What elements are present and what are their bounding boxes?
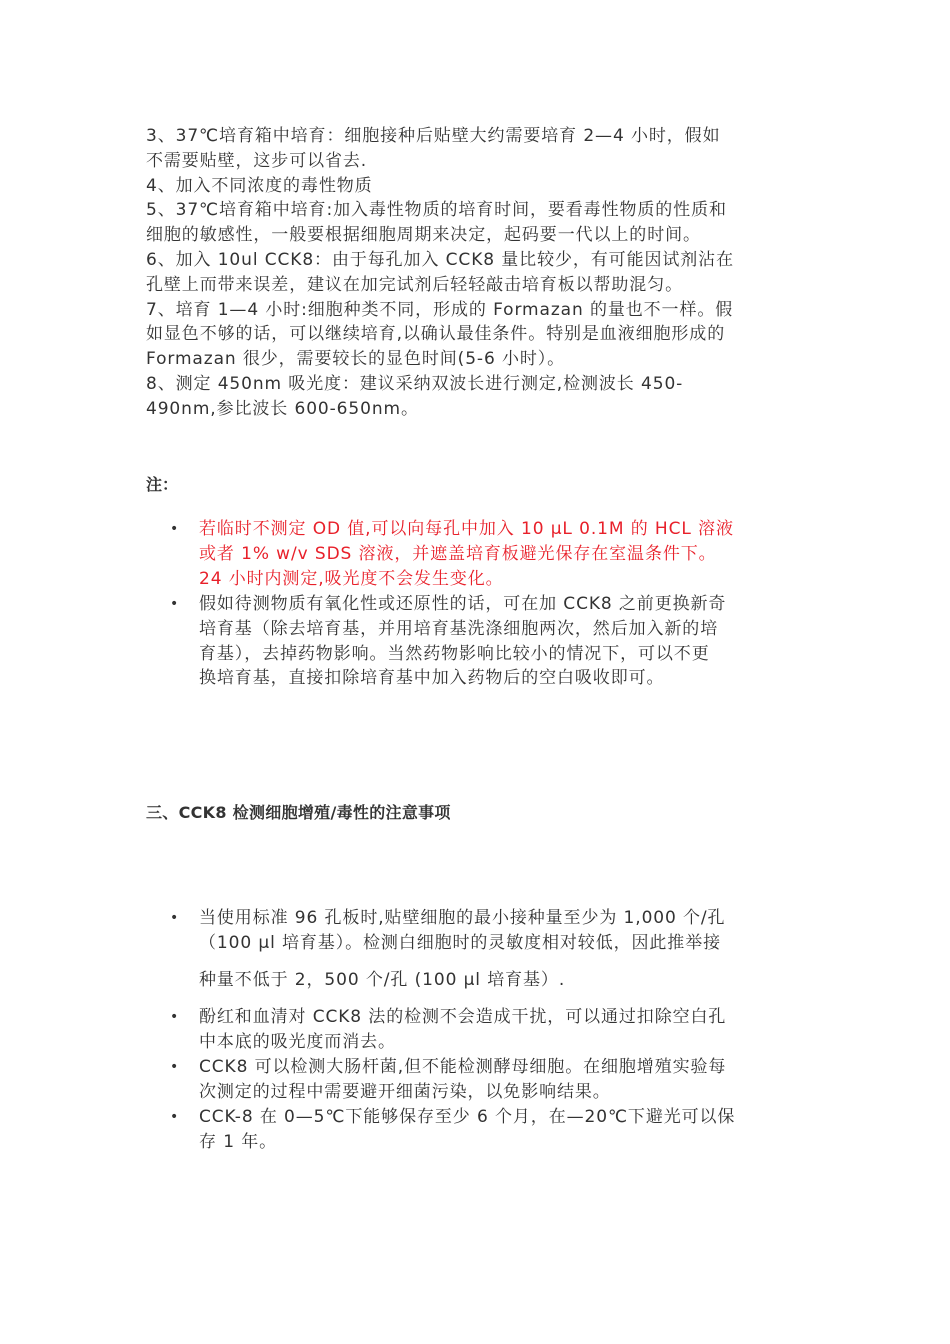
- bullet-icon: •: [170, 910, 180, 926]
- note-2-line-1: 假如待测物质有氧化性或还原性的话，可在加 CCK8 之前更换新奇: [199, 594, 727, 614]
- precaution-1-line-3: 种量不低于 2，500 个/孔 (100 μl 培育基）.: [199, 969, 566, 990]
- step-7-line-2: 如显色不够的话，可以继续培育,以确认最佳条件。特别是血液细胞形成的: [146, 324, 726, 345]
- step-3: [146, 124, 826, 174]
- step-3-line-2: 不需要贴壁，这步可以省去.: [146, 150, 368, 171]
- precaution-3-line-2: 次测定的过程中需要避开细菌污染，以免影响结果。: [199, 1081, 611, 1102]
- step-5-line-2: 细胞的敏感性，一般要根据细胞周期来决定，起码要一代以上的时间。: [146, 225, 701, 246]
- bullet-icon: •: [170, 596, 180, 612]
- step-3-line-1: 3、37℃培育箱中培育：细胞接种后贴壁大约需要培育 2—4 小时，假如: [146, 126, 721, 146]
- step-8: [146, 372, 826, 422]
- bullet-icon: •: [170, 521, 180, 537]
- precaution-2-line-2: 中本底的吸光度而消去。: [199, 1031, 396, 1052]
- precaution-3-line-1: CCK8 可以检测大肠杆菌,但不能检测酵母细胞。在细胞增殖实验每: [199, 1057, 727, 1077]
- note-1-line-2: 或者 1% w/v SDS 溶液，并遮盖培育板避光保存在室温条件下。: [199, 543, 717, 564]
- step-8-line-2: 490nm,参比波长 600-650nm。: [146, 398, 419, 419]
- precaution-4-line-1: CCK-8 在 0—5℃下能够保存至少 6 个月，在—20℃下避光可以保: [199, 1107, 736, 1127]
- precaution-2-line-1: 酚红和血清对 CCK8 法的检测不会造成干扰，可以通过扣除空白孔: [199, 1007, 727, 1027]
- step-5: [146, 198, 826, 248]
- section-heading: 三、CCK8 检测细胞增殖/毒性的注意事项: [146, 803, 451, 822]
- note-label: 注：: [146, 475, 179, 494]
- step-7-line-1: 7、培育 1—4 小时:细胞种类不同，形成的 Formazan 的量也不一样。假: [146, 299, 734, 320]
- bullet-icon: •: [170, 1109, 180, 1125]
- step-4: [146, 174, 826, 199]
- precaution-4-line-2: 存 1 年。: [199, 1131, 278, 1152]
- step-7-line-3: Formazan 很少，需要较长的显色时间(5-6 小时）。: [146, 349, 566, 370]
- precaution-1-line-1: 当使用标准 96 孔板时,贴壁细胞的最小接种量至少为 1,000 个/孔: [199, 908, 726, 928]
- note-2-line-3: 育基），去掉药物影响。当然药物影响比较小的情况下，可以不更: [199, 643, 710, 664]
- step-5-line-1: 5、37℃培育箱中培育:加入毒性物质的培育时间，要看毒性物质的性质和: [146, 200, 727, 221]
- note-2-line-2: 培育基（除去培育基，并用培育基洗涤细胞两次，然后加入新的培: [199, 618, 719, 639]
- step-7: [146, 298, 826, 372]
- note-1-line-1: 若临时不测定 OD 值,可以向每孔中加入 10 μL 0.1M 的 HCL 溶液: [199, 519, 734, 539]
- step-6-line-2: 孔壁上而带来误差，建议在加完试剂后轻轻敲击培育板以帮助混匀。: [146, 274, 683, 295]
- bullet-icon: •: [170, 1009, 180, 1025]
- step-4-line-1: 4、加入不同浓度的毒性物质: [146, 175, 373, 196]
- note-2-line-4: 换培育基，直接扣除培育基中加入药物后的空白吸收即可。: [199, 668, 665, 689]
- step-6-line-1: 6、加入 10ul CCK8：由于每孔加入 CCK8 量比较少，有可能因试剂沾在: [146, 250, 734, 270]
- step-6: [146, 248, 826, 298]
- bullet-icon: •: [170, 1059, 180, 1075]
- note-1-line-3: 24 小时内测定,吸光度不会发生变化。: [199, 568, 504, 589]
- precaution-1-line-2: （100 μl 培育基）。检测白细胞时的灵敏度相对较低，因此推举接: [199, 932, 721, 953]
- step-8-line-1: 8、测定 450nm 吸光度：建议采纳双波长进行测定,检测波长 450-: [146, 374, 684, 394]
